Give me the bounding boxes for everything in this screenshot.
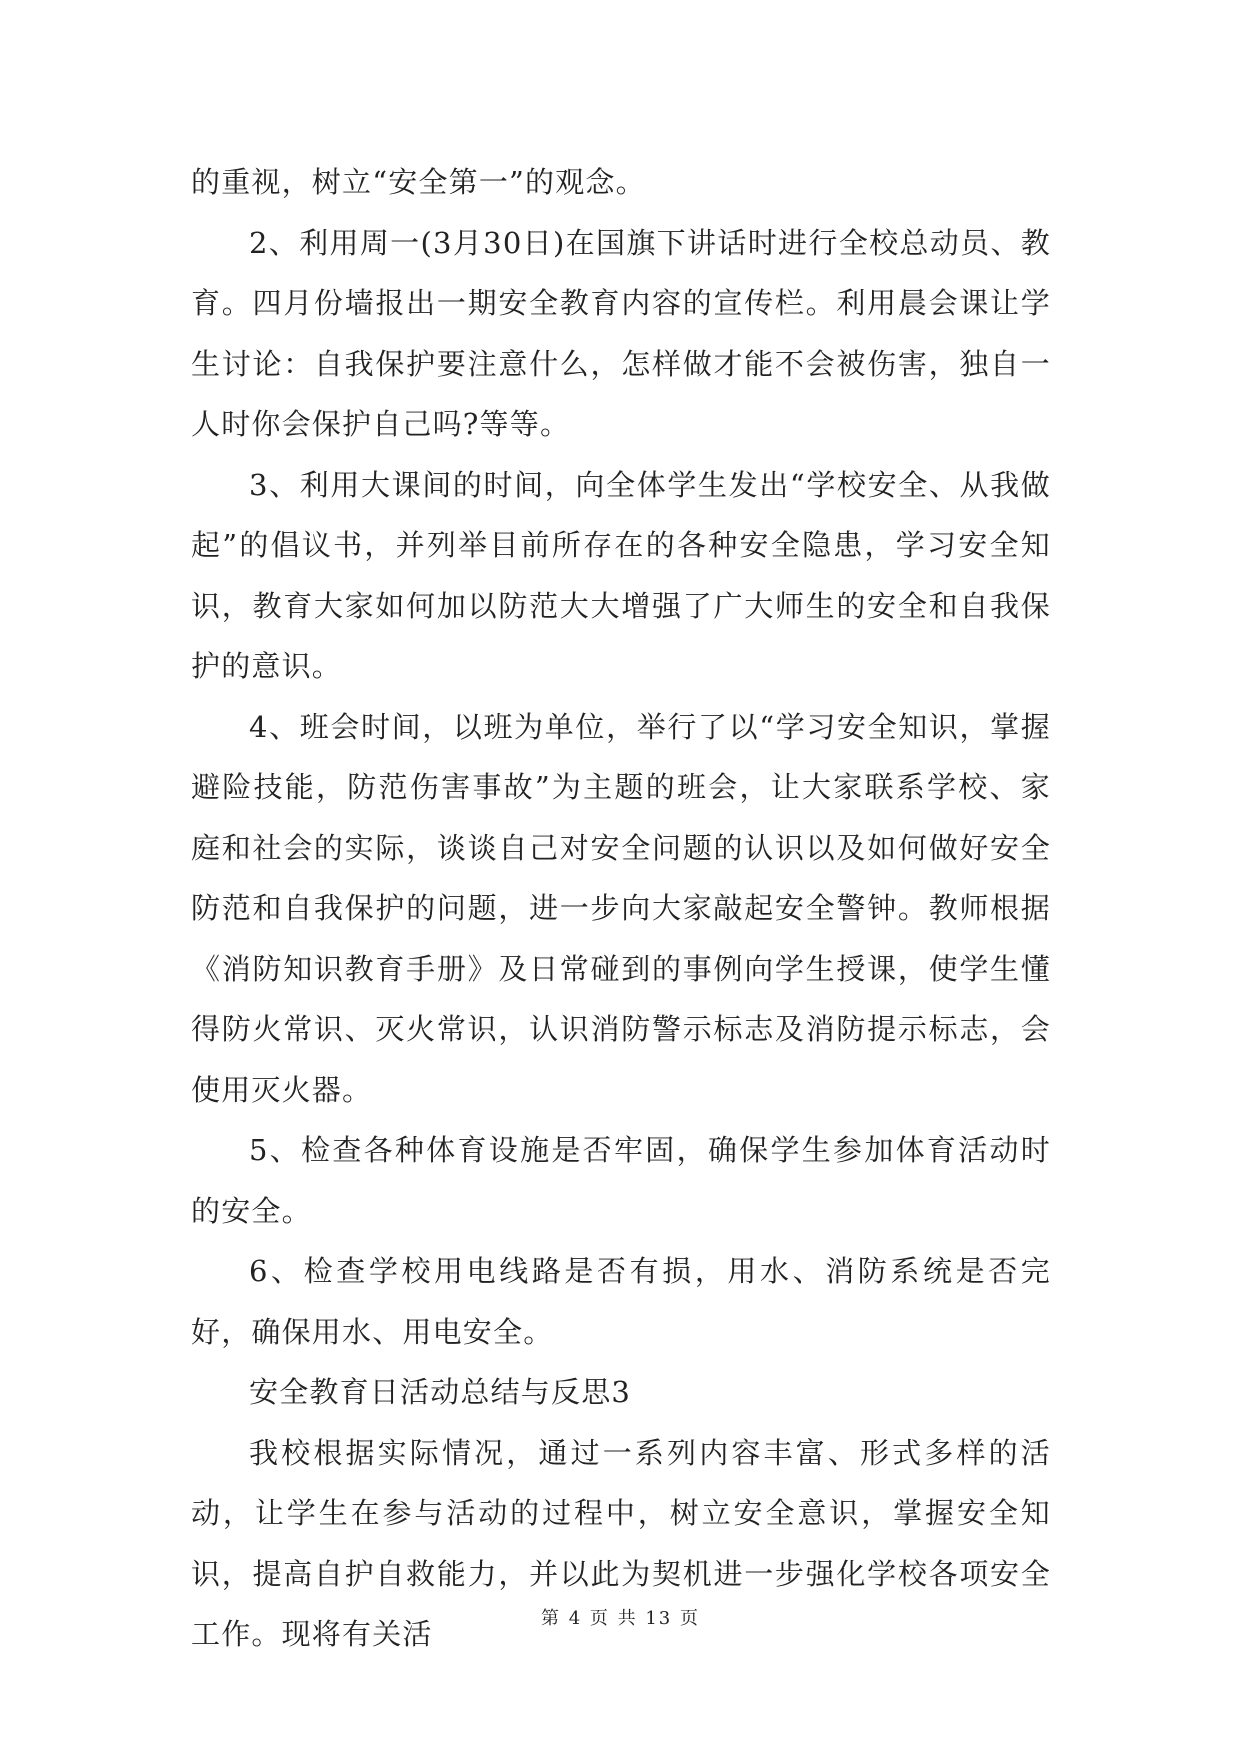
page-number-footer: 第 4 页 共 13 页	[541, 1608, 700, 1629]
paragraph-item-3: 3、利用大课间的时间，向全体学生发出“学校安全、从我做起”的倡议书，并列举目前所存在的各种安全隐患，学习安全知识，教育大家如何加以防范大大增强了广大师生的安全和自我保护的意识。	[191, 467, 1051, 683]
paragraph-intro: 我校根据实际情况，通过一系列内容丰富、形式多样的活动，让学生在参与活动的过程中，树立安全意识，掌握安全知识，提高自护自救能力，并以此为契机进一步强化学校各项安全工作。现将有关活	[191, 1435, 1051, 1651]
paragraph-item-6: 6、检查学校用电线路是否有损，用水、消防系统是否完好，确保用水、用电安全。	[191, 1254, 1051, 1349]
paragraph-continuation: 的重视，树立“安全第一”的观念。	[191, 165, 646, 199]
section-heading: 安全教育日活动总结与反思3	[249, 1375, 632, 1409]
paragraph-item-5: 5、检查各种体育设施是否牢固，确保学生参加体育活动时的安全。	[191, 1133, 1051, 1228]
paragraph-item-2: 2、利用周一(3月30日)在国旗下讲话时进行全校总动员、教育。四月份墙报出一期安全教育内容的宣传栏。利用晨会课让学生讨论：自我保护要注意什么，怎样做才能不会被伤害，独自一人时你会保护自己吗?等等。	[191, 225, 1051, 441]
document-body	[191, 152, 1051, 1665]
paragraph-item-4: 4、班会时间，以班为单位，举行了以“学习安全知识，掌握避险技能，防范伤害事故”为主题的班会，让大家联系学校、家庭和社会的实际，谈谈自己对安全问题的认识以及如何做好安全防范和自我保护的问题，进一步向大家敲起安全警钟。教师根据《消防知识教育手册》及日常碰到的事例向学生授课，使学生懂得防火常识、灭火常识，认识消防警示标志及消防提示标志，会使用灭火器。	[191, 709, 1051, 1107]
